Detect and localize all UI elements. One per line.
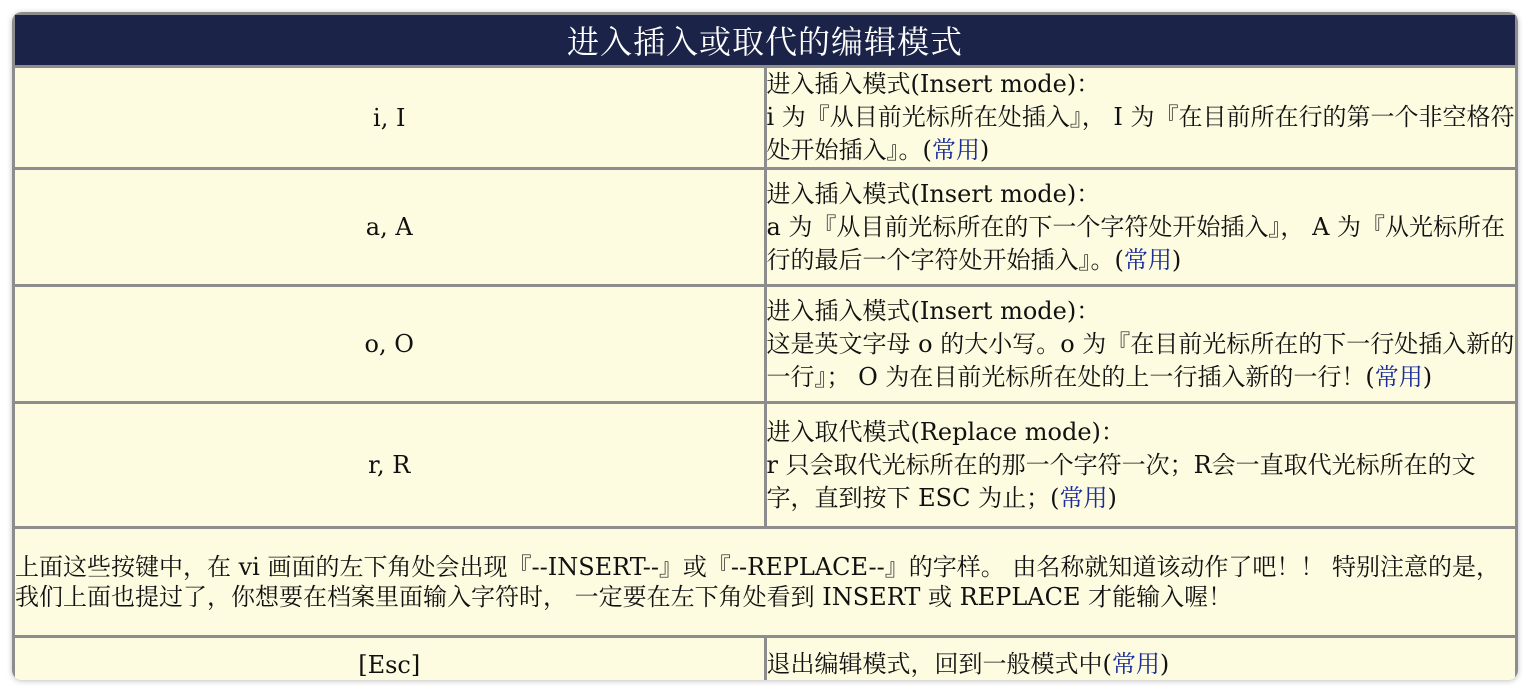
table-row (14, 403, 1517, 528)
desc-heading: 进入取代模式(Replace mode)： (766, 417, 1125, 446)
desc-cell-r (765, 403, 1517, 528)
desc-body: 退出编辑模式，回到一般模式中(常用) (766, 650, 1170, 678)
table-row (14, 286, 1517, 403)
common-tag: 常用 (1374, 362, 1423, 391)
desc-body: r 只会取代光标所在的那一个字符一次；R会一直取代光标所在的文字，直到按下 ESC 为止；(常用) (766, 450, 1476, 512)
desc-cell-o (765, 286, 1517, 403)
desc-body: i 为『从目前光标所在处插入』， I 为『在目前所在行的第一个非空格符处开始插入』。(常用) (766, 103, 1515, 164)
common-tag: 常用 (1059, 483, 1108, 512)
desc-body: a 为『从目前光标所在的下一个字符处开始插入』， A 为『从光标所在行的最后一个字符处开始插入』。(常用) (766, 212, 1506, 274)
vi-insert-mode-table-frame (12, 12, 1518, 680)
desc-cell-esc (765, 637, 1517, 681)
common-tag: 常用 (1111, 650, 1160, 678)
key-cell-a: a, A (14, 169, 766, 286)
common-tag: 常用 (1123, 245, 1172, 274)
table-title: 进入插入或取代的编辑模式 (14, 14, 1517, 67)
table-row (14, 169, 1517, 286)
desc-heading: 进入插入模式(Insert mode)： (766, 70, 1101, 98)
desc-cell-a (765, 169, 1517, 286)
desc-body: 这是英文字母 o 的大小写。o 为『在目前光标所在的下一行处插入新的一行』； O 为在目前光标所在处的上一行插入新的一行！(常用) (766, 329, 1515, 391)
key-cell-o: o, O (14, 286, 766, 403)
common-tag: 常用 (931, 136, 980, 164)
table-row (14, 528, 1517, 637)
table-row (14, 637, 1517, 681)
desc-heading: 进入插入模式(Insert mode)： (766, 179, 1101, 208)
vi-insert-mode-table (12, 12, 1518, 680)
key-cell-i: i, I (14, 67, 766, 169)
table-row (14, 67, 1517, 169)
key-cell-r: r, R (14, 403, 766, 528)
key-cell-esc: [Esc] (14, 637, 766, 681)
note-cell: 上面这些按键中，在 vi 画面的左下角处会出现『--INSERT--』或『--REPLACE--』的字样。 由名称就知道该动作了吧！！ 特别注意的是，我们上面也提过了，你想要在档案里面输入字符时， 一定要在左下角处看到 INSERT 或 REPLACE 才能输入喔！ (14, 528, 1517, 637)
desc-heading: 进入插入模式(Insert mode)： (766, 296, 1101, 325)
desc-cell-i (765, 67, 1517, 169)
